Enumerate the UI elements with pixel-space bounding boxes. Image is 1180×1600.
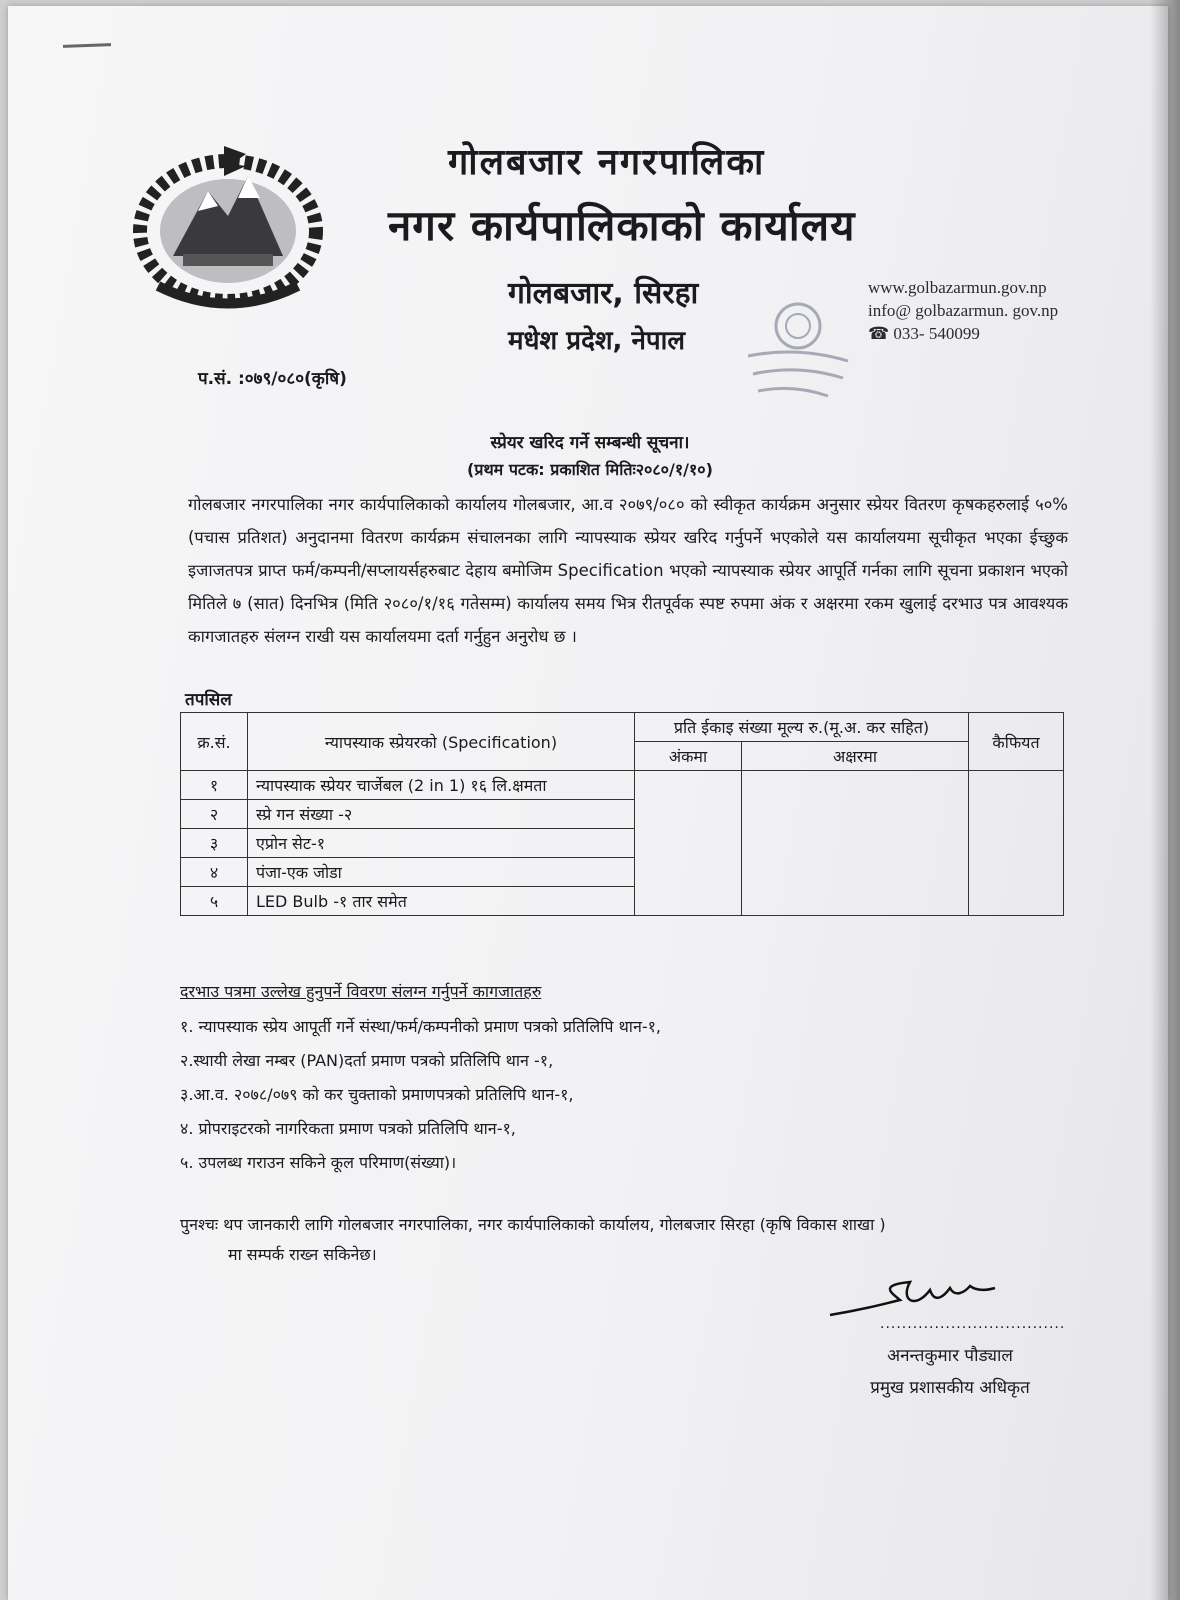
postscript-line2: मा सम्पर्क राख्न सकिनेछ। bbox=[228, 1245, 377, 1264]
list-item: ४. प्रोपराइटरको नागरिकता प्रमाण पत्रको प्रतिलिपि थान-१, bbox=[180, 1119, 516, 1138]
office-title: नगर कार्यपालिकाको कार्यालय bbox=[388, 201, 856, 250]
location-title: गोलबजार, सिरहा bbox=[508, 276, 699, 311]
in-figures-cell bbox=[635, 771, 742, 916]
row-spec: LED Bulb -१ तार समेत bbox=[248, 887, 635, 916]
office-stamp-icon bbox=[738, 286, 858, 411]
email-text: info@ golbazarmun. gov.np bbox=[868, 301, 1059, 320]
postscript bbox=[180, 1210, 1070, 1270]
page-edge-shadow bbox=[1150, 0, 1180, 1600]
row-sn: ५ bbox=[181, 887, 248, 916]
signatory-name: अनन्तकुमार पौड्याल bbox=[887, 1346, 1013, 1366]
row-spec: स्प्रे गन संख्या -२ bbox=[248, 800, 635, 829]
documents-title: दरभाउ पत्रमा उल्लेख हुनुपर्ने विवरण संलग्न गर्नुपर्ने कागजातहरु bbox=[180, 982, 542, 1001]
header-in-words: अक्षरमा bbox=[742, 742, 969, 771]
notice-body: गोलबजार नगरपालिका नगर कार्यपालिकाको कार्यालय गोलबजार, आ.व २०७९/०८० को स्वीकृत कार्यक्रम अनुसार स्प्रेयर वितरण कृषकहरुलाई ५०% (पचास प्रतिशत) अनुदानमा वितरण कार्यक्रम संचालनका लागि न्यापस्याक स्प्रेयर खरिद गर्नुपर्ने भएकोले यस कार्यालयमा सूचीकृत भएका ईच्छुक इजाजतपत्र प्राप्त फर्म/कम्पनी/सप्लायर्सहरुबाट देहाय बमोजिम Specification भएको न्यापस्याक स्प्रेयर आपूर्ति गर्नका लागि सूचना प्रकाशन भएको मितिले ७ (सात) दिनभित्र (मिति २०८०/१/१६ गतेसम्म) कार्यालय समय भित्र रीतपूर्वक स्पष्ट रुपमा अंक र अक्षरमा रकम खुलाई दरभाउ पत्र आवश्यक कागजातहरु संलग्न राखी यस कार्यालयमा दर्ता गर्नुहुन अनुरोध छ । bbox=[188, 495, 1068, 646]
table-header-row bbox=[181, 713, 1064, 742]
header-sn: क्र.सं. bbox=[181, 713, 248, 771]
contact-block bbox=[868, 276, 1058, 345]
list-item: ३.आ.व. २०७८/०७९ को कर चुक्ताको प्रमाणपत्रको प्रतिलिपि थान-१, bbox=[180, 1085, 574, 1104]
signatory-title: प्रमुख प्रशासकीय अधिकृत bbox=[870, 1378, 1030, 1398]
header-unit-price: प्रति ईकाइ संख्या मूल्य रु.(मू.अ. कर सहित) bbox=[635, 713, 969, 742]
list-item: १. न्यापस्याक स्प्रेय आपूर्ती गर्ने संस्था/फर्म/कम्पनीको प्रमाण पत्रको प्रतिलिपि थान-१, bbox=[180, 1017, 662, 1036]
table-row bbox=[181, 771, 1064, 800]
website-text: www.golbazarmun.gov.np bbox=[868, 278, 1047, 297]
municipality-title: गोलबजार नगरपालिका bbox=[448, 142, 766, 183]
nepal-emblem-icon bbox=[128, 136, 328, 316]
list-item: ५. उपलब्ध गराउन सकिने कूल परिमाण(संख्या)। bbox=[180, 1153, 457, 1172]
signature-line: .................................. bbox=[880, 1316, 1066, 1332]
pen-mark bbox=[63, 43, 111, 48]
row-sn: ३ bbox=[181, 829, 248, 858]
header-remarks: कैफियत bbox=[969, 713, 1064, 771]
notice-subject: स्प्रेयर खरिद गर्ने सम्बन्धी सूचना। bbox=[490, 433, 690, 453]
signatory-block bbox=[840, 1340, 1060, 1404]
header-in-figures: अंकमा bbox=[635, 742, 742, 771]
reference-number: प.सं. :०७९/०८०(कृषि) bbox=[198, 369, 347, 389]
documents-list bbox=[180, 1010, 661, 1180]
header-spec: न्यापस्याक स्प्रेयरको (Specification) bbox=[248, 713, 635, 771]
list-item: २.स्थायी लेखा नम्बर (PAN)दर्ता प्रमाण पत्रको प्रतिलिपि थान -१, bbox=[180, 1051, 554, 1070]
row-spec: एप्रोन सेट-१ bbox=[248, 829, 635, 858]
in-words-cell bbox=[742, 771, 969, 916]
schedule-label: तपसिल bbox=[185, 690, 232, 710]
row-sn: ४ bbox=[181, 858, 248, 887]
row-sn: १ bbox=[181, 771, 248, 800]
row-spec: न्यापस्याक स्प्रेयर चार्जेबल (2 in 1) १६ लि.क्षमता bbox=[248, 771, 635, 800]
province-title: मधेश प्रदेश, नेपाल bbox=[508, 326, 686, 356]
row-spec: पंजा-एक जोडा bbox=[248, 858, 635, 887]
specification-table bbox=[180, 712, 1064, 916]
notice-publication-date: (प्रथम पटक: प्रकाशित मितिः२०८०/१/१०) bbox=[467, 460, 713, 479]
phone-text: ☎ 033- 540099 bbox=[868, 324, 980, 343]
remarks-cell bbox=[969, 771, 1064, 916]
postscript-line1: पुनश्चः थप जानकारी लागि गोलबजार नगरपालिका, नगर कार्यपालिकाको कार्यालय, गोलबजार सिरहा (कृषि विकास शाखा ) bbox=[180, 1215, 886, 1234]
row-sn: २ bbox=[181, 800, 248, 829]
